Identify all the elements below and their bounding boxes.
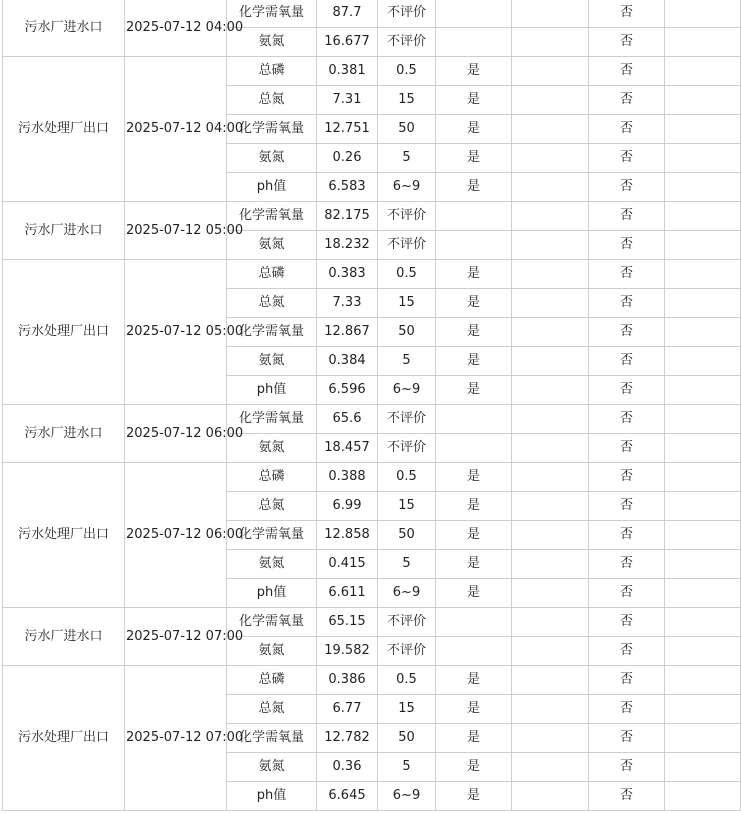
- measured-value-cell: 18.232: [317, 231, 378, 260]
- empty-cell: [665, 724, 741, 753]
- pollutant-item-cell: 氨氮: [227, 637, 317, 666]
- over-limit-cell: 否: [589, 231, 665, 260]
- measured-value-cell: 6.645: [317, 782, 378, 811]
- meets-standard-cell: 是: [436, 318, 512, 347]
- monitoring-point-cell: 污水处理厂出口: [3, 57, 125, 202]
- over-limit-cell: 否: [589, 202, 665, 231]
- over-limit-cell: 否: [589, 289, 665, 318]
- limit-value-cell: 不评价: [378, 637, 436, 666]
- empty-cell: [512, 550, 589, 579]
- empty-cell: [512, 666, 589, 695]
- pollutant-item-cell: ph值: [227, 579, 317, 608]
- meets-standard-cell: 是: [436, 173, 512, 202]
- meets-standard-cell: [436, 608, 512, 637]
- pollutant-item-cell: 总磷: [227, 57, 317, 86]
- meets-standard-cell: 是: [436, 724, 512, 753]
- over-limit-cell: 否: [589, 550, 665, 579]
- empty-cell: [665, 405, 741, 434]
- limit-value-cell: 6~9: [378, 579, 436, 608]
- empty-cell: [665, 347, 741, 376]
- over-limit-cell: 否: [589, 318, 665, 347]
- measured-value-cell: 0.384: [317, 347, 378, 376]
- empty-cell: [665, 637, 741, 666]
- empty-cell: [512, 608, 589, 637]
- measured-value-cell: 65.6: [317, 405, 378, 434]
- over-limit-cell: 否: [589, 86, 665, 115]
- monitoring-point-cell: 污水处理厂出口: [3, 260, 125, 405]
- limit-value-cell: 50: [378, 318, 436, 347]
- empty-cell: [512, 463, 589, 492]
- empty-cell: [512, 579, 589, 608]
- pollutant-item-cell: 总氮: [227, 86, 317, 115]
- table-row: [3, 202, 741, 231]
- over-limit-cell: 否: [589, 347, 665, 376]
- measured-value-cell: 65.15: [317, 608, 378, 637]
- empty-cell: [665, 318, 741, 347]
- empty-cell: [665, 202, 741, 231]
- limit-value-cell: 5: [378, 753, 436, 782]
- pollutant-item-cell: 化学需氧量: [227, 405, 317, 434]
- over-limit-cell: 否: [589, 579, 665, 608]
- empty-cell: [512, 753, 589, 782]
- meets-standard-cell: 是: [436, 289, 512, 318]
- empty-cell: [665, 753, 741, 782]
- monitoring-time-cell: 2025-07-12 04:00: [125, 57, 227, 202]
- measured-value-cell: 0.383: [317, 260, 378, 289]
- monitoring-point-cell: 污水处理厂出口: [3, 666, 125, 811]
- over-limit-cell: 否: [589, 608, 665, 637]
- limit-value-cell: 0.5: [378, 666, 436, 695]
- measured-value-cell: 12.782: [317, 724, 378, 753]
- table-row: [3, 260, 741, 289]
- empty-cell: [512, 202, 589, 231]
- empty-cell: [665, 550, 741, 579]
- pollutant-item-cell: 氨氮: [227, 28, 317, 57]
- meets-standard-cell: 是: [436, 347, 512, 376]
- over-limit-cell: 否: [589, 434, 665, 463]
- pollutant-item-cell: 氨氮: [227, 347, 317, 376]
- empty-cell: [665, 86, 741, 115]
- table-row: [3, 608, 741, 637]
- measured-value-cell: 87.7: [317, 0, 378, 28]
- empty-cell: [665, 782, 741, 811]
- empty-cell: [512, 492, 589, 521]
- meets-standard-cell: 是: [436, 550, 512, 579]
- empty-cell: [512, 782, 589, 811]
- monitoring-time-cell: 2025-07-12 06:00: [125, 405, 227, 463]
- empty-cell: [665, 695, 741, 724]
- empty-cell: [512, 724, 589, 753]
- limit-value-cell: 15: [378, 492, 436, 521]
- measured-value-cell: 0.415: [317, 550, 378, 579]
- limit-value-cell: 0.5: [378, 463, 436, 492]
- limit-value-cell: 不评价: [378, 202, 436, 231]
- meets-standard-cell: [436, 28, 512, 57]
- meets-standard-cell: 是: [436, 115, 512, 144]
- limit-value-cell: 5: [378, 347, 436, 376]
- pollutant-item-cell: 总氮: [227, 492, 317, 521]
- meets-standard-cell: [436, 231, 512, 260]
- empty-cell: [665, 376, 741, 405]
- limit-value-cell: 不评价: [378, 608, 436, 637]
- over-limit-cell: 否: [589, 492, 665, 521]
- pollutant-item-cell: 化学需氧量: [227, 318, 317, 347]
- pollutant-item-cell: 总氮: [227, 289, 317, 318]
- table-row: [3, 666, 741, 695]
- meets-standard-cell: [436, 405, 512, 434]
- measured-value-cell: 0.26: [317, 144, 378, 173]
- empty-cell: [512, 0, 589, 28]
- measured-value-cell: 6.583: [317, 173, 378, 202]
- meets-standard-cell: [436, 434, 512, 463]
- empty-cell: [665, 115, 741, 144]
- pollutant-item-cell: 化学需氧量: [227, 0, 317, 28]
- pollutant-item-cell: ph值: [227, 376, 317, 405]
- meets-standard-cell: 是: [436, 695, 512, 724]
- empty-cell: [665, 173, 741, 202]
- meets-standard-cell: [436, 0, 512, 28]
- empty-cell: [512, 521, 589, 550]
- table-row: [3, 463, 741, 492]
- over-limit-cell: 否: [589, 405, 665, 434]
- empty-cell: [512, 115, 589, 144]
- monitoring-point-cell: 污水厂进水口: [3, 405, 125, 463]
- monitoring-time-cell: 2025-07-12 05:00: [125, 260, 227, 405]
- limit-value-cell: 0.5: [378, 57, 436, 86]
- monitoring-data-table: [2, 0, 741, 811]
- over-limit-cell: 否: [589, 57, 665, 86]
- empty-cell: [665, 666, 741, 695]
- limit-value-cell: 15: [378, 86, 436, 115]
- empty-cell: [665, 579, 741, 608]
- pollutant-item-cell: 化学需氧量: [227, 608, 317, 637]
- monitoring-time-cell: 2025-07-12 04:00: [125, 0, 227, 57]
- empty-cell: [512, 695, 589, 724]
- monitoring-time-cell: 2025-07-12 07:00: [125, 608, 227, 666]
- limit-value-cell: 15: [378, 695, 436, 724]
- empty-cell: [665, 289, 741, 318]
- measured-value-cell: 0.386: [317, 666, 378, 695]
- table-row: [3, 405, 741, 434]
- empty-cell: [665, 57, 741, 86]
- pollutant-item-cell: 氨氮: [227, 753, 317, 782]
- over-limit-cell: 否: [589, 463, 665, 492]
- pollutant-item-cell: 总磷: [227, 463, 317, 492]
- empty-cell: [512, 434, 589, 463]
- over-limit-cell: 否: [589, 637, 665, 666]
- measured-value-cell: 0.381: [317, 57, 378, 86]
- measured-value-cell: 7.31: [317, 86, 378, 115]
- measured-value-cell: 12.867: [317, 318, 378, 347]
- limit-value-cell: 50: [378, 115, 436, 144]
- over-limit-cell: 否: [589, 695, 665, 724]
- meets-standard-cell: 是: [436, 260, 512, 289]
- empty-cell: [512, 318, 589, 347]
- empty-cell: [512, 57, 589, 86]
- empty-cell: [665, 0, 741, 28]
- empty-cell: [665, 608, 741, 637]
- measured-value-cell: 6.99: [317, 492, 378, 521]
- pollutant-item-cell: 氨氮: [227, 434, 317, 463]
- empty-cell: [665, 28, 741, 57]
- meets-standard-cell: 是: [436, 579, 512, 608]
- meets-standard-cell: [436, 202, 512, 231]
- table-row: [3, 57, 741, 86]
- monitoring-point-cell: 污水厂进水口: [3, 202, 125, 260]
- empty-cell: [512, 347, 589, 376]
- measured-value-cell: 7.33: [317, 289, 378, 318]
- over-limit-cell: 否: [589, 666, 665, 695]
- meets-standard-cell: 是: [436, 144, 512, 173]
- over-limit-cell: 否: [589, 376, 665, 405]
- pollutant-item-cell: 氨氮: [227, 550, 317, 579]
- measured-value-cell: 6.596: [317, 376, 378, 405]
- pollutant-item-cell: 化学需氧量: [227, 115, 317, 144]
- meets-standard-cell: 是: [436, 492, 512, 521]
- empty-cell: [665, 434, 741, 463]
- measured-value-cell: 0.388: [317, 463, 378, 492]
- empty-cell: [512, 260, 589, 289]
- measured-value-cell: 16.677: [317, 28, 378, 57]
- monitoring-point-cell: 污水处理厂出口: [3, 463, 125, 608]
- pollutant-item-cell: 总氮: [227, 695, 317, 724]
- empty-cell: [665, 231, 741, 260]
- over-limit-cell: 否: [589, 260, 665, 289]
- measured-value-cell: 12.751: [317, 115, 378, 144]
- limit-value-cell: 6~9: [378, 782, 436, 811]
- over-limit-cell: 否: [589, 724, 665, 753]
- over-limit-cell: 否: [589, 521, 665, 550]
- meets-standard-cell: 是: [436, 376, 512, 405]
- measured-value-cell: 18.457: [317, 434, 378, 463]
- empty-cell: [512, 231, 589, 260]
- limit-value-cell: 5: [378, 144, 436, 173]
- empty-cell: [512, 637, 589, 666]
- limit-value-cell: 不评价: [378, 28, 436, 57]
- limit-value-cell: 6~9: [378, 173, 436, 202]
- empty-cell: [512, 405, 589, 434]
- over-limit-cell: 否: [589, 144, 665, 173]
- table-row: [3, 0, 741, 28]
- empty-cell: [512, 28, 589, 57]
- over-limit-cell: 否: [589, 782, 665, 811]
- pollutant-item-cell: 化学需氧量: [227, 521, 317, 550]
- empty-cell: [665, 260, 741, 289]
- measured-value-cell: 6.77: [317, 695, 378, 724]
- limit-value-cell: 不评价: [378, 231, 436, 260]
- table-body: [3, 0, 741, 811]
- over-limit-cell: 否: [589, 115, 665, 144]
- limit-value-cell: 0.5: [378, 260, 436, 289]
- meets-standard-cell: 是: [436, 57, 512, 86]
- measured-value-cell: 12.858: [317, 521, 378, 550]
- empty-cell: [665, 521, 741, 550]
- monitoring-time-cell: 2025-07-12 06:00: [125, 463, 227, 608]
- empty-cell: [512, 144, 589, 173]
- empty-cell: [512, 376, 589, 405]
- meets-standard-cell: 是: [436, 521, 512, 550]
- pollutant-item-cell: 总磷: [227, 260, 317, 289]
- pollutant-item-cell: 化学需氧量: [227, 724, 317, 753]
- empty-cell: [665, 492, 741, 521]
- over-limit-cell: 否: [589, 0, 665, 28]
- meets-standard-cell: 是: [436, 753, 512, 782]
- over-limit-cell: 否: [589, 753, 665, 782]
- measured-value-cell: 82.175: [317, 202, 378, 231]
- empty-cell: [665, 463, 741, 492]
- over-limit-cell: 否: [589, 28, 665, 57]
- limit-value-cell: 50: [378, 521, 436, 550]
- monitoring-time-cell: 2025-07-12 07:00: [125, 666, 227, 811]
- pollutant-item-cell: 化学需氧量: [227, 202, 317, 231]
- over-limit-cell: 否: [589, 173, 665, 202]
- empty-cell: [512, 86, 589, 115]
- limit-value-cell: 不评价: [378, 434, 436, 463]
- measured-value-cell: 0.36: [317, 753, 378, 782]
- pollutant-item-cell: ph值: [227, 782, 317, 811]
- meets-standard-cell: 是: [436, 86, 512, 115]
- limit-value-cell: 6~9: [378, 376, 436, 405]
- limit-value-cell: 5: [378, 550, 436, 579]
- limit-value-cell: 50: [378, 724, 436, 753]
- limit-value-cell: 不评价: [378, 0, 436, 28]
- monitoring-point-cell: 污水厂进水口: [3, 608, 125, 666]
- pollutant-item-cell: 氨氮: [227, 144, 317, 173]
- limit-value-cell: 15: [378, 289, 436, 318]
- meets-standard-cell: 是: [436, 782, 512, 811]
- meets-standard-cell: [436, 637, 512, 666]
- empty-cell: [512, 289, 589, 318]
- empty-cell: [512, 173, 589, 202]
- pollutant-item-cell: ph值: [227, 173, 317, 202]
- monitoring-point-cell: 污水厂进水口: [3, 0, 125, 57]
- measured-value-cell: 6.611: [317, 579, 378, 608]
- monitoring-time-cell: 2025-07-12 05:00: [125, 202, 227, 260]
- limit-value-cell: 不评价: [378, 405, 436, 434]
- measured-value-cell: 19.582: [317, 637, 378, 666]
- meets-standard-cell: 是: [436, 463, 512, 492]
- pollutant-item-cell: 总磷: [227, 666, 317, 695]
- pollutant-item-cell: 氨氮: [227, 231, 317, 260]
- meets-standard-cell: 是: [436, 666, 512, 695]
- empty-cell: [665, 144, 741, 173]
